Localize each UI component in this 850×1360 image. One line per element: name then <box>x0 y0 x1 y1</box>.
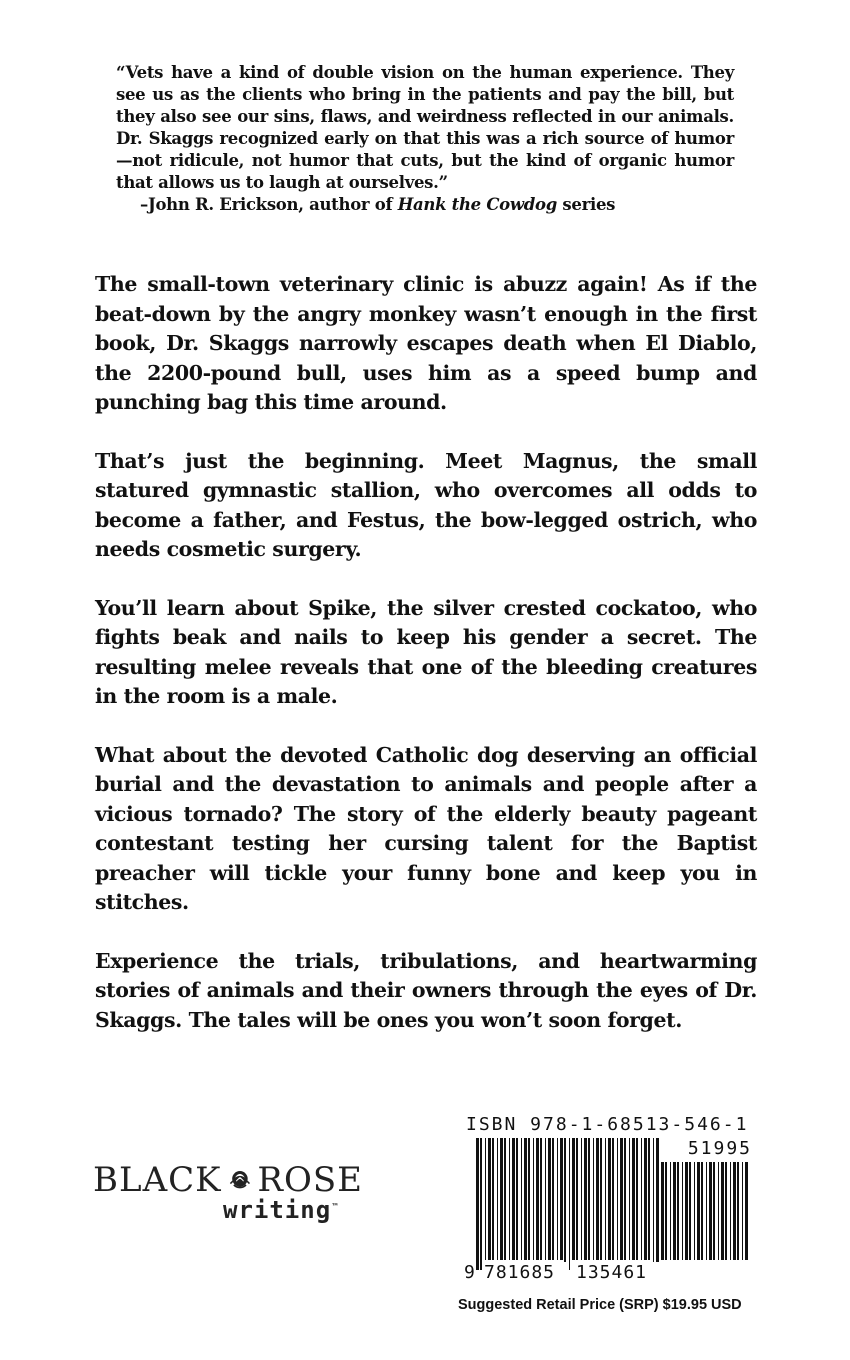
barcode-bar <box>745 1162 748 1260</box>
barcode-bar <box>524 1138 527 1260</box>
book-description <box>95 270 757 1064</box>
suggested-retail-price: Suggested Retail Price (SRP) $19.95 USD <box>458 1297 742 1313</box>
ean-right-digits: 135461 <box>576 1262 660 1283</box>
ean13-barcode <box>474 1138 660 1270</box>
barcode-bar <box>721 1162 724 1260</box>
barcode-bar <box>548 1138 551 1260</box>
publisher-word-writing: writing <box>223 1196 332 1224</box>
barcode-bar <box>500 1138 503 1260</box>
barcode-bar <box>528 1138 530 1260</box>
barcode-bar <box>701 1162 703 1260</box>
barcode-bar <box>516 1138 518 1260</box>
barcode-bar <box>629 1138 630 1260</box>
barcode-bar <box>540 1138 542 1260</box>
barcode-bar <box>685 1162 688 1260</box>
quote-attribution <box>140 194 700 216</box>
barcode-bar <box>521 1138 522 1260</box>
barcode-bar <box>620 1138 623 1260</box>
barcode-bar <box>605 1138 606 1260</box>
barcode-bar <box>718 1162 719 1260</box>
barcode-bar <box>533 1138 534 1260</box>
barcode-bar <box>488 1138 491 1260</box>
price-addon-barcode <box>659 1162 749 1270</box>
barcode-bar <box>584 1138 587 1260</box>
description-paragraph: The small-town veterinary clinic is abuzz again! As if the beat-down by the angry monkey wasn’t enough in the first book, Dr. Skaggs narrowly escapes death when El Diablo, the 2200-pound bull, uses him as a speed bump and punching bag this time around. <box>95 272 757 414</box>
price-code-digits: 51995 <box>687 1138 752 1159</box>
barcode-bar <box>682 1162 683 1260</box>
barcode-bar <box>480 1138 482 1270</box>
barcode-bar <box>648 1138 650 1260</box>
ean-digits <box>464 1262 664 1283</box>
barcode-bar <box>509 1138 510 1260</box>
barcode-bar <box>536 1138 539 1260</box>
barcode-bar <box>545 1138 546 1260</box>
ean-first-digit: 9 <box>464 1262 476 1283</box>
barcode-bar <box>641 1138 642 1260</box>
barcode-bar <box>624 1138 626 1260</box>
barcode-bar <box>636 1138 638 1260</box>
barcode-bar <box>709 1162 712 1260</box>
isbn-label: ISBN 978-1-68513-546-1 <box>466 1114 749 1135</box>
barcode-bar <box>661 1162 664 1260</box>
barcode-bar <box>560 1138 563 1260</box>
barcode-bar <box>677 1162 679 1260</box>
barcode-bar <box>644 1138 647 1260</box>
publisher-subtitle <box>223 1196 363 1224</box>
barcode-bar <box>497 1138 498 1260</box>
description-paragraph: Experience the trials, tribulations, and heartwarming stories of animals and their owners through the eyes of Dr. Skaggs. The tales will be ones you won’t soon forget. <box>95 948 757 1032</box>
attribution-suffix: series <box>556 195 616 214</box>
barcode-bar <box>588 1138 590 1260</box>
publisher-logo <box>93 1162 363 1232</box>
barcode-bar <box>572 1138 575 1260</box>
barcode-bar <box>713 1162 715 1260</box>
barcode-bar <box>608 1138 611 1260</box>
barcode-bar <box>694 1162 695 1260</box>
ean-left-digits: 781685 <box>484 1262 568 1283</box>
barcode-bar <box>733 1162 736 1260</box>
trademark-symbol: ™ <box>331 1202 341 1211</box>
barcode-bar <box>612 1138 614 1260</box>
barcode-bar <box>737 1162 739 1260</box>
description-paragraph: What about the devoted Catholic dog deserving an official burial and the devastation to animals and people after a vicious tornado? The story of the elderly beauty pageant contestant testing her cursing talent for the Baptist preacher will tickle your funny bone and keep you in stitches. <box>95 742 757 914</box>
barcode-bar <box>617 1138 618 1260</box>
barcode-bar <box>476 1138 479 1270</box>
attribution-book-title: Hank the Cowdog <box>397 195 557 214</box>
barcode-bar <box>564 1138 566 1270</box>
barcode-bar <box>557 1138 558 1260</box>
barcode-bar <box>596 1138 599 1260</box>
barcode-bar <box>730 1162 731 1260</box>
isbn-barcode-block <box>452 1110 762 1290</box>
attribution-prefix: –John R. Erickson, author of <box>140 195 398 214</box>
publisher-word-black: BLACK <box>93 1160 222 1200</box>
barcode-bar <box>593 1138 594 1260</box>
barcode-bar <box>665 1162 667 1260</box>
barcode-bar <box>653 1138 654 1270</box>
quote-text: “Vets have a kind of double vision on the human experience. They see us as the clients who bring in the patients and pay the bill, but they also see our sins, flaws, and weirdness reflected in our animals. Dr. Skaggs recognized early on that this was a rich source of humor—not ridicule, not humor that cuts, but the kind of organic humor that allows us to laugh at ourselves.” <box>116 63 734 192</box>
publisher-word-rose: ROSE <box>257 1160 363 1200</box>
barcode-bar <box>673 1162 676 1260</box>
barcode-bar <box>632 1138 635 1260</box>
barcode-bar <box>581 1138 582 1260</box>
barcode-bar <box>492 1138 494 1260</box>
barcode-bar <box>706 1162 707 1260</box>
endorsement-quote <box>116 62 734 194</box>
rose-icon <box>228 1163 252 1197</box>
barcode-bar <box>600 1138 602 1260</box>
barcode-bar <box>742 1162 743 1260</box>
barcode-bar <box>512 1138 515 1260</box>
barcode-bar <box>697 1162 700 1260</box>
barcode-bar <box>576 1138 578 1260</box>
barcode-bar <box>725 1162 727 1260</box>
barcode-bar <box>485 1138 486 1260</box>
description-paragraph: You’ll learn about Spike, the silver crested cockatoo, who fights beak and nails to keep his gender a secret. The resulting melee reveals that one of the bleeding creatures in the room is a male. <box>95 595 757 708</box>
barcode-bar <box>670 1162 671 1260</box>
barcode-bar <box>552 1138 554 1260</box>
publisher-name <box>93 1162 363 1198</box>
barcode-bar <box>504 1138 506 1260</box>
description-paragraph: That’s just the beginning. Meet Magnus, the small statured gymnastic stallion, who overcomes all odds to become a father, and Festus, the bow-legged ostrich, who needs cosmetic surgery. <box>95 448 757 561</box>
barcode-bar <box>689 1162 691 1260</box>
barcode-bar <box>569 1138 570 1270</box>
